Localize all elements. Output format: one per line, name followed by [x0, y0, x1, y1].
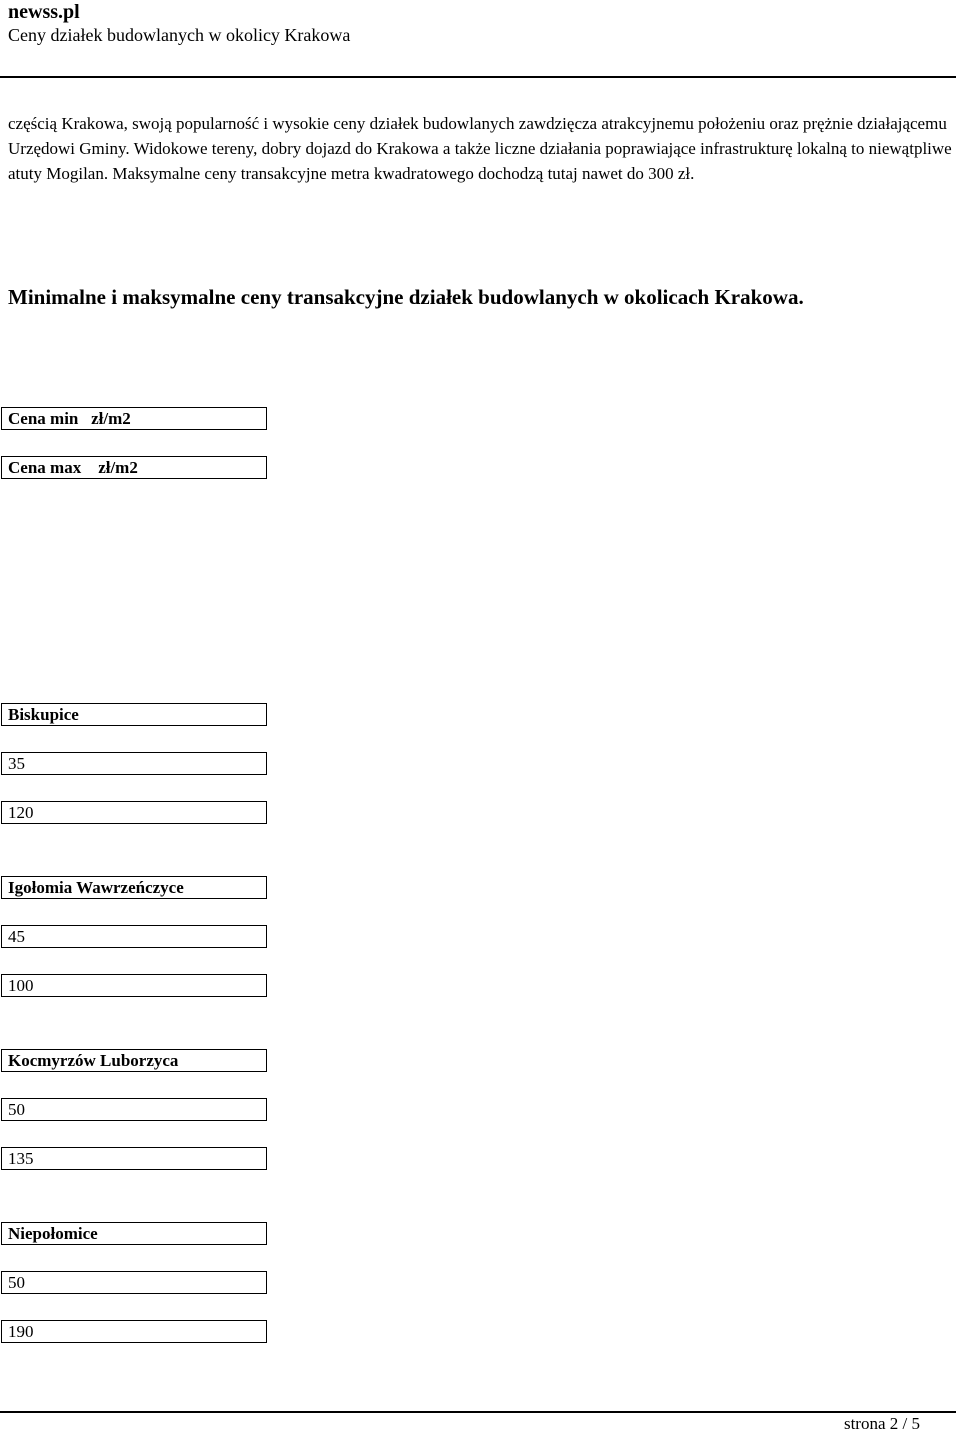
site-name: newss.pl	[8, 1, 80, 23]
page-number: strona 2 / 5	[843, 1414, 920, 1433]
location-max-cell: 190	[1, 1320, 267, 1343]
location-max-cell: 135	[1, 1147, 267, 1170]
header-divider	[0, 76, 956, 78]
location-name-cell: Kocmyrzów Luborzyca	[1, 1049, 267, 1072]
location-name-cell: Igołomia Wawrzeńczyce	[1, 876, 267, 899]
body-paragraph: częścią Krakowa, swoją popularność i wysokie ceny działek budowlanych zawdzięcza atrakcyjnemu położeniu oraz prężnie działającemu Urzędowi Gminy. Widokowe tereny, dobry dojazd do Krakowa a także liczne działania poprawiające infrastrukturę lokalną to niewątpliwe atuty Mogilan. Maksymalne ceny transakcyjne metra kwadratowego dochodzą tutaj nawet do 300 zł.	[8, 114, 952, 183]
section-heading: Minimalne i maksymalne ceny transakcyjne działek budowlanych w okolicach Krakowa.	[8, 285, 804, 309]
location-max-cell: 100	[1, 974, 267, 997]
location-min-cell: 35	[1, 752, 267, 775]
footer-divider	[0, 1411, 956, 1413]
location-name-cell: Biskupice	[1, 703, 267, 726]
location-min-cell: 50	[1, 1271, 267, 1294]
legend-max-cell: Cena max zł/m2	[1, 456, 267, 479]
location-name-cell: Niepołomice	[1, 1222, 267, 1245]
location-min-cell: 45	[1, 925, 267, 948]
document-title: Ceny działek budowlanych w okolicy Krakowa	[8, 25, 351, 45]
location-max-cell: 120	[1, 801, 267, 824]
location-min-cell: 50	[1, 1098, 267, 1121]
legend-min-cell: Cena min zł/m2	[1, 407, 267, 430]
